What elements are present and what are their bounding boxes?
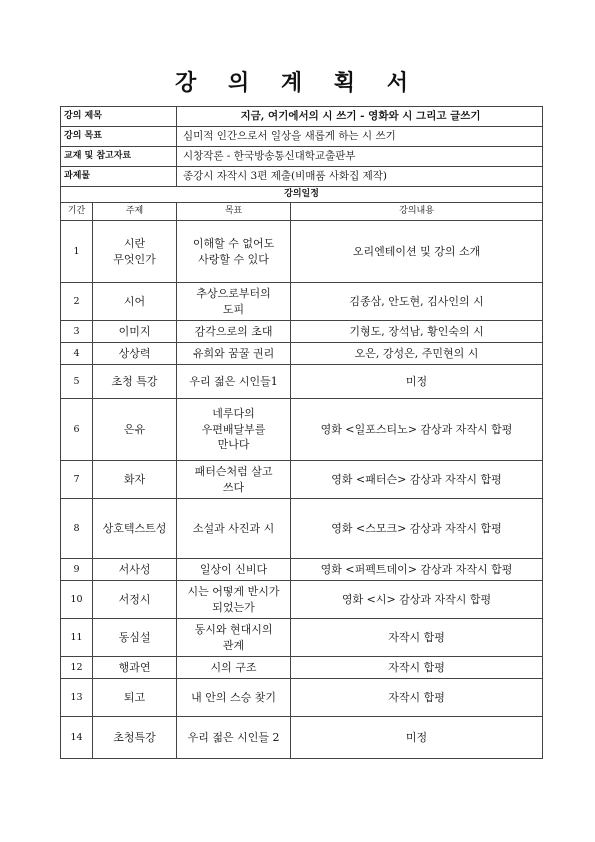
week-cell: 4 [61,343,93,365]
goal-cell: 동시와 현대시의 관계 [177,619,291,657]
content-cell: 영화 <스모크> 감상과 자작시 합평 [291,499,543,559]
column-header-content: 강의내용 [291,203,543,221]
schedule-row [61,399,543,461]
week-cell: 13 [61,679,93,717]
week-cell: 12 [61,657,93,679]
goal-cell: 우리 젊은 시인들1 [177,365,291,399]
assignment-value: 종강시 자작시 3편 제출(비매품 사화집 제작) [177,167,543,187]
week-cell: 14 [61,717,93,759]
schedule-row [61,657,543,679]
theme-cell: 상상력 [93,343,177,365]
textbook-value: 시창작론 - 한국방송통신대학교출판부 [177,147,543,167]
week-cell: 9 [61,559,93,581]
content-cell: 자작시 합평 [291,679,543,717]
content-cell: 자작시 합평 [291,657,543,679]
goal-row [61,127,543,147]
week-cell: 2 [61,283,93,321]
goal-cell: 시는 어떻게 반시가 되었는가 [177,581,291,619]
content-cell: 미정 [291,717,543,759]
week-cell: 11 [61,619,93,657]
course-title-row [61,107,543,127]
schedule-heading: 강의일정 [61,187,543,203]
content-cell: 오리엔테이션 및 강의 소개 [291,221,543,283]
goal-cell: 추상으로부터의 도피 [177,283,291,321]
schedule-body [61,221,543,759]
assignment-row [61,167,543,187]
assignment-label: 과제물 [61,167,177,187]
theme-cell: 초청 특강 [93,365,177,399]
content-cell: 영화 <패터슨> 감상과 자작시 합평 [291,461,543,499]
content-cell: 오은, 강성은, 주민현의 시 [291,343,543,365]
syllabus-table [60,106,543,759]
content-cell: 미정 [291,365,543,399]
course-title-value: 지금, 여기에서의 시 쓰기 - 영화와 시 그리고 글쓰기 [177,107,543,127]
schedule-row [61,365,543,399]
schedule-row [61,283,543,321]
theme-cell: 동심설 [93,619,177,657]
schedule-row [61,559,543,581]
theme-cell: 화자 [93,461,177,499]
schedule-column-headers [61,203,543,221]
schedule-row [61,343,543,365]
theme-cell: 이미지 [93,321,177,343]
week-cell: 1 [61,221,93,283]
schedule-row [61,221,543,283]
textbook-row [61,147,543,167]
goal-value: 심미적 인간으로서 일상을 새롭게 하는 시 쓰기 [177,127,543,147]
schedule-row [61,499,543,559]
goal-cell: 패터슨처럼 살고 쓰다 [177,461,291,499]
page-title: 강 의 계 획 서 [175,71,420,96]
content-cell: 영화 <일포스티노> 감상과 자작시 합평 [291,399,543,461]
content-cell: 영화 <퍼펙트데이> 감상과 자작시 합평 [291,559,543,581]
goal-cell: 내 안의 스승 찾기 [177,679,291,717]
theme-cell: 시어 [93,283,177,321]
week-cell: 3 [61,321,93,343]
schedule-row [61,679,543,717]
goal-cell: 일상이 신비다 [177,559,291,581]
textbook-label: 교재 및 참고자료 [61,147,177,167]
goal-label: 강의 목표 [61,127,177,147]
goal-cell: 소설과 사진과 시 [177,499,291,559]
content-cell: 기형도, 장석남, 황인숙의 시 [291,321,543,343]
goal-cell: 시의 구조 [177,657,291,679]
column-header-theme: 주제 [93,203,177,221]
content-cell: 김종삼, 안도현, 김사인의 시 [291,283,543,321]
goal-cell: 이해할 수 없어도 사랑할 수 있다 [177,221,291,283]
content-cell: 영화 <시> 감상과 자작시 합평 [291,581,543,619]
theme-cell: 서사성 [93,559,177,581]
theme-cell: 상호텍스트성 [93,499,177,559]
week-cell: 10 [61,581,93,619]
schedule-row [61,619,543,657]
theme-cell: 행과연 [93,657,177,679]
column-header-week: 기간 [61,203,93,221]
schedule-row [61,581,543,619]
theme-cell: 은유 [93,399,177,461]
schedule-row [61,717,543,759]
week-cell: 7 [61,461,93,499]
schedule-row [61,321,543,343]
theme-cell: 초청특강 [93,717,177,759]
theme-cell: 서정시 [93,581,177,619]
schedule-row [61,461,543,499]
content-cell: 자작시 합평 [291,619,543,657]
course-title-label: 강의 제목 [61,107,177,127]
theme-cell: 시란 무엇인가 [93,221,177,283]
week-cell: 6 [61,399,93,461]
goal-cell: 유희와 꿈꿀 권리 [177,343,291,365]
goal-cell: 감각으로의 초대 [177,321,291,343]
week-cell: 5 [61,365,93,399]
theme-cell: 퇴고 [93,679,177,717]
week-cell: 8 [61,499,93,559]
column-header-goal: 목표 [177,203,291,221]
goal-cell: 우리 젊은 시인들 2 [177,717,291,759]
goal-cell: 네루다의 우편배달부를 만나다 [177,399,291,461]
